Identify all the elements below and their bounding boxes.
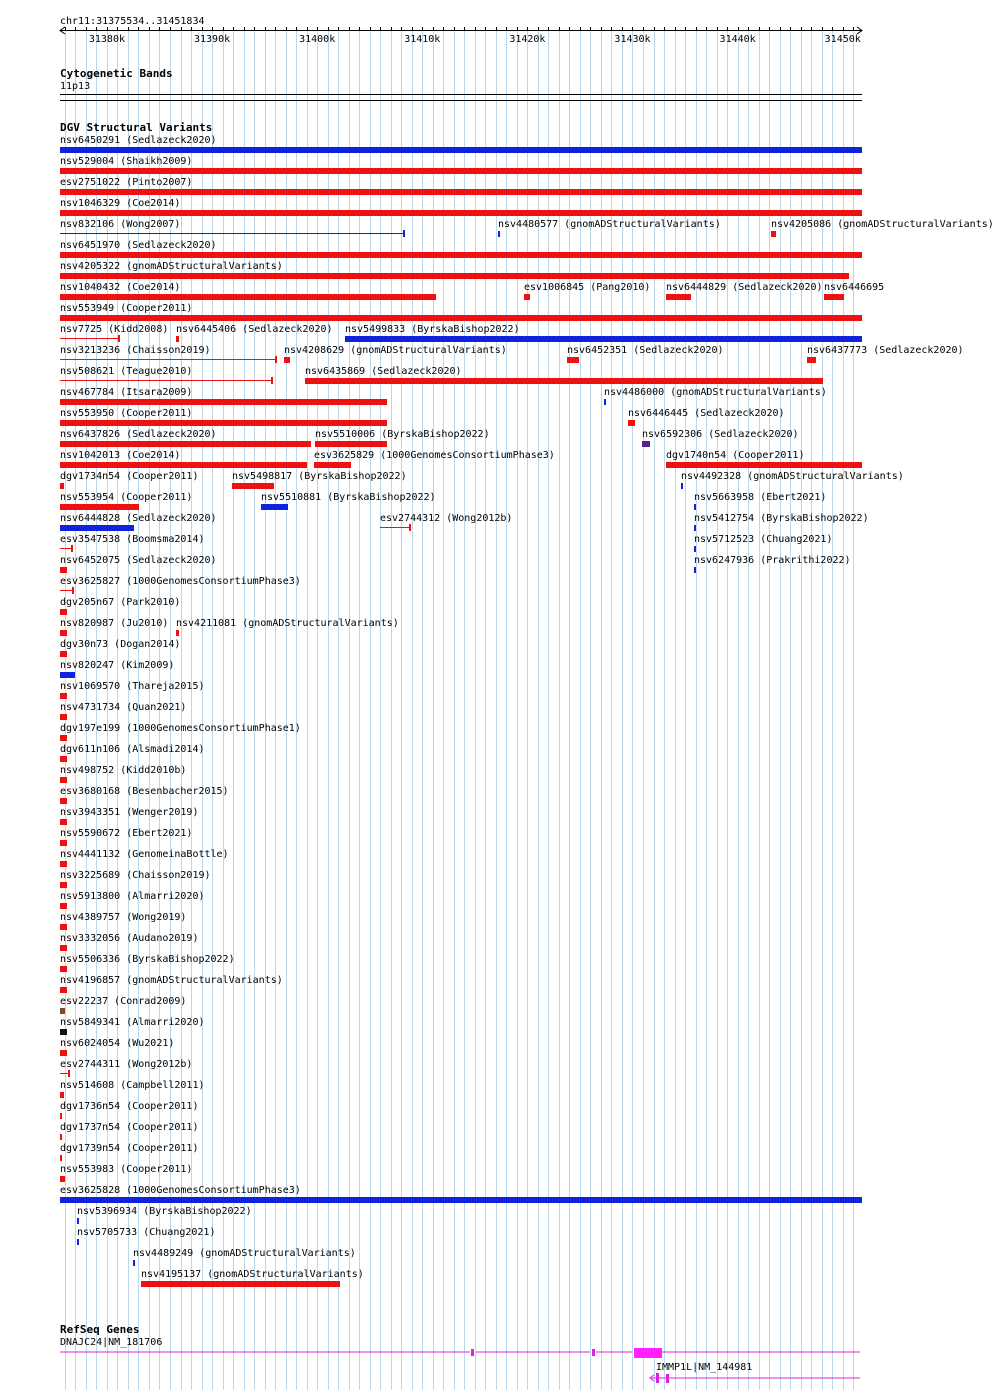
dgv-variant-feature[interactable] <box>345 336 862 342</box>
dgv-variant-label: nsv553983 (Cooper2011) <box>60 1164 193 1175</box>
dgv-variant-label: dgv1736n54 (Cooper2011) <box>60 1101 199 1112</box>
dgv-variant-label: nsv6451970 (Sedlazeck2020) <box>60 240 217 251</box>
dgv-variant-label: nsv7725 (Kidd2008) <box>60 324 169 335</box>
dgv-variant-label: nsv1046329 (Coe2014) <box>60 198 181 209</box>
ruler-tick-label: 31430k <box>614 34 651 45</box>
dgv-variant-label: dgv197e199 (1000GenomesConsortiumPhase1) <box>60 723 301 734</box>
dgv-variant-feature[interactable] <box>60 693 67 699</box>
dgv-variant-feature[interactable] <box>604 399 606 405</box>
gene-dnajc24[interactable] <box>60 1348 860 1358</box>
dgv-variant-feature[interactable] <box>60 609 67 615</box>
dgv-variant-label: nsv5510881 (ByrskaBishop2022) <box>261 492 436 503</box>
dgv-variant-feature[interactable] <box>666 294 691 300</box>
dgv-variant-label: nsv4731734 (Quan2021) <box>60 702 187 713</box>
dgv-variant-feature[interactable] <box>60 273 849 279</box>
dgv-variant-feature[interactable] <box>60 189 862 195</box>
dgv-variant-feature[interactable] <box>60 882 67 888</box>
dgv-variant-feature[interactable] <box>694 504 696 510</box>
dgv-variant-label: nsv4492328 (gnomADStructuralVariants) <box>681 471 904 482</box>
dgv-variant-label: dgv1737n54 (Cooper2011) <box>60 1122 199 1133</box>
dgv-variant-feature[interactable] <box>60 924 67 930</box>
ruler-tick-label: 31390k <box>193 34 231 45</box>
dgv-variant-label: nsv4489249 (gnomADStructuralVariants) <box>133 1248 356 1259</box>
dgv-variant-feature[interactable] <box>60 1008 65 1014</box>
ruler-tick-label: 31380k <box>88 34 125 45</box>
dgv-variant-label: nsv6435869 (Sedlazeck2020) <box>305 366 462 377</box>
dgv-variant-label: nsv5412754 (ByrskaBishop2022) <box>694 513 869 524</box>
dgv-variant-label: nsv1040432 (Coe2014) <box>60 282 181 293</box>
dgv-variant-label: nsv4486000 (gnomADStructuralVariants) <box>604 387 827 398</box>
dgv-variant-feature[interactable] <box>60 1073 69 1074</box>
ruler-tick-label: 31420k <box>509 34 546 45</box>
dgv-variant-feature[interactable] <box>60 567 67 573</box>
dgv-variant-label: nsv498752 (Kidd2010b) <box>60 765 187 776</box>
dgv-variant-feature[interactable] <box>60 714 67 720</box>
dgv-variant-feature[interactable] <box>133 1260 135 1266</box>
dgv-variant-feature[interactable] <box>60 315 862 321</box>
dgv-variant-feature[interactable] <box>60 1050 67 1056</box>
dgv-variant-feature[interactable] <box>807 357 816 363</box>
dgv-variant-feature[interactable] <box>60 483 64 489</box>
dgv-variant-label: esv3625828 (1000GenomesConsortiumPhase3) <box>60 1185 301 1196</box>
dgv-variant-feature[interactable] <box>60 233 404 234</box>
dgv-variant-feature[interactable] <box>60 630 67 636</box>
dgv-variant-label: esv22237 (Conrad2009) <box>60 996 187 1007</box>
dgv-variant-label: nsv5590672 (Ebert2021) <box>60 828 193 839</box>
dgv-variant-feature[interactable] <box>60 1134 62 1140</box>
dgv-variant-label: nsv820987 (Ju2010) <box>60 618 169 629</box>
dgv-variant-label: dgv611n106 (Alsmadi2014) <box>60 744 205 755</box>
dgv-variant-feature[interactable] <box>628 420 635 426</box>
dgv-variant-feature[interactable] <box>694 546 696 552</box>
dgv-variant-feature[interactable] <box>498 231 500 237</box>
dgv-variant-label: nsv6592306 (Sedlazeck2020) <box>642 429 799 440</box>
dgv-variant-feature[interactable] <box>176 630 179 636</box>
dgv-variant-label: nsv553949 (Cooper2011) <box>60 303 193 314</box>
dgv-variant-label: nsv4441132 (GenomeinaBottle) <box>60 849 229 860</box>
dgv-variant-feature[interactable] <box>824 294 844 300</box>
dgv-variant-label: nsv4480577 (gnomADStructuralVariants) <box>498 219 721 230</box>
dgv-variant-feature[interactable] <box>284 357 290 363</box>
dgv-variant-feature[interactable] <box>60 945 67 951</box>
cytoband-track-title: Cytogenetic Bands <box>60 67 173 80</box>
dgv-variant-feature[interactable] <box>315 441 387 447</box>
dgv-variant-feature[interactable] <box>314 462 351 468</box>
dgv-variant-label: esv3547538 (Boomsma2014) <box>60 534 205 545</box>
dgv-variant-label: nsv5913800 (Almarri2020) <box>60 891 205 902</box>
dgv-variant-feature[interactable] <box>261 504 288 510</box>
dgv-variant-feature[interactable] <box>60 548 72 549</box>
dgv-variant-label: esv2744312 (Wong2012b) <box>380 513 513 524</box>
dgv-variant-label: nsv5396934 (ByrskaBishop2022) <box>77 1206 252 1217</box>
dgv-variant-feature[interactable] <box>176 336 179 342</box>
dgv-variant-label: nsv4211081 (gnomADStructuralVariants) <box>176 618 399 629</box>
dgv-variant-feature[interactable] <box>642 441 650 447</box>
dgv-variant-feature[interactable] <box>60 1197 862 1203</box>
dgv-variant-label: nsv1042013 (Coe2014) <box>60 450 181 461</box>
dgv-variant-feature[interactable] <box>60 1029 67 1035</box>
dgv-variant-feature[interactable] <box>60 672 75 678</box>
dgv-variant-label: nsv6437826 (Sedlazeck2020) <box>60 429 217 440</box>
dgv-variant-feature[interactable] <box>60 590 73 591</box>
dgv-variant-label: dgv30n73 (Dogan2014) <box>60 639 181 650</box>
dgv-variant-feature[interactable] <box>666 462 862 468</box>
dgv-variant-label: nsv5663958 (Ebert2021) <box>694 492 827 503</box>
dgv-variant-feature[interactable] <box>232 483 274 489</box>
dgv-variant-feature[interactable] <box>60 1176 65 1182</box>
dgv-variant-feature[interactable] <box>681 483 683 489</box>
dgv-variant-feature[interactable] <box>60 1113 62 1119</box>
dgv-variant-label: nsv3332056 (Audano2019) <box>60 933 199 944</box>
dgv-variant-feature[interactable] <box>60 819 67 825</box>
dgv-variant-feature[interactable] <box>380 527 410 528</box>
dgv-variant-feature[interactable] <box>60 359 276 360</box>
dgv-variant-feature[interactable] <box>60 420 387 426</box>
dgv-variant-feature[interactable] <box>60 777 67 783</box>
dgv-variant-feature[interactable] <box>60 651 67 657</box>
dgv-variant-label: nsv6452351 (Sedlazeck2020) <box>567 345 724 356</box>
cytoband-label: 11p13 <box>60 81 91 92</box>
dgv-variant-label: nsv5849341 (Almarri2020) <box>60 1017 205 1028</box>
dgv-variant-label: nsv6446445 (Sedlazeck2020) <box>628 408 785 419</box>
dgv-variant-feature[interactable] <box>60 798 67 804</box>
dgv-variant-label: nsv6452075 (Sedlazeck2020) <box>60 555 217 566</box>
dgv-variant-label: esv2744311 (Wong2012b) <box>60 1059 193 1070</box>
dgv-variant-feature[interactable] <box>60 441 311 447</box>
dgv-variant-feature[interactable] <box>77 1239 79 1245</box>
dgv-variant-feature[interactable] <box>694 525 696 531</box>
dgv-variant-label: nsv6450291 (Sedlazeck2020) <box>60 135 217 146</box>
gene-label-dnajc24: DNAJC24|NM_181706 <box>60 1337 163 1348</box>
dgv-variant-label: nsv5498817 (ByrskaBishop2022) <box>232 471 407 482</box>
dgv-variant-label: nsv5712523 (Chuang2021) <box>694 534 833 545</box>
dgv-variant-label: esv1006845 (Pang2010) <box>524 282 651 293</box>
dgv-variant-feature[interactable] <box>60 252 862 258</box>
dgv-variant-label: nsv820247 (Kim2009) <box>60 660 175 671</box>
dgv-variant-label: nsv3225689 (Chaisson2019) <box>60 870 211 881</box>
dgv-variant-label: esv2751022 (Pinto2007) <box>60 177 193 188</box>
ruler-tick-label: 31410k <box>404 34 441 45</box>
dgv-variant-feature[interactable] <box>60 966 67 972</box>
dgv-variant-label: nsv4205086 (gnomADStructuralVariants) <box>771 219 994 230</box>
dgv-variant-label: nsv1069570 (Thareja2015) <box>60 681 205 692</box>
dgv-track-title: DGV Structural Variants <box>60 121 213 134</box>
dgv-variant-feature[interactable] <box>60 504 139 510</box>
dgv-variant-label: nsv832106 (Wong2007) <box>60 219 181 230</box>
ruler-tick-label: 31450k <box>824 34 861 45</box>
dgv-variant-label: nsv6444829 (Sedlazeck2020) <box>666 282 823 293</box>
dgv-variant-feature[interactable] <box>524 294 530 300</box>
dgv-variant-feature[interactable] <box>60 525 134 531</box>
dgv-variant-label: nsv4196857 (gnomADStructuralVariants) <box>60 975 283 986</box>
dgv-variant-label: nsv4205322 (gnomADStructuralVariants) <box>60 261 283 272</box>
dgv-variant-feature[interactable] <box>60 168 862 174</box>
dgv-variant-label: nsv5510006 (ByrskaBishop2022) <box>315 429 490 440</box>
ruler-tick-label: 31440k <box>719 34 756 45</box>
ruler-tick-label: 31400k <box>299 34 336 45</box>
dgv-variant-label: nsv5506336 (ByrskaBishop2022) <box>60 954 235 965</box>
dgv-variant-label: nsv6446695 <box>824 282 885 293</box>
dgv-variant-label: nsv6437773 (Sedlazeck2020) <box>807 345 964 356</box>
dgv-variant-label: nsv514608 (Campbell2011) <box>60 1080 205 1091</box>
dgv-variant-label: nsv553954 (Cooper2011) <box>60 492 193 503</box>
dgv-variant-label: dgv1740n54 (Cooper2011) <box>666 450 805 461</box>
dgv-variant-feature[interactable] <box>60 861 67 867</box>
dgv-variant-feature[interactable] <box>60 1092 64 1098</box>
dgv-variant-label: nsv6445406 (Sedlazeck2020) <box>176 324 333 335</box>
dgv-variant-label: esv3680168 (Besenbacher2015) <box>60 786 229 797</box>
dgv-variant-label: nsv508621 (Teague2010) <box>60 366 193 377</box>
dgv-variant-feature[interactable] <box>60 987 67 993</box>
dgv-variant-label: dgv1739n54 (Cooper2011) <box>60 1143 199 1154</box>
dgv-variant-label: dgv205n67 (Park2010) <box>60 597 181 608</box>
dgv-variant-feature[interactable] <box>77 1218 79 1224</box>
dgv-variant-label: nsv5705733 (Chuang2021) <box>77 1227 216 1238</box>
gene-immp1l[interactable] <box>650 1373 860 1383</box>
dgv-variant-label: nsv4389757 (Wong2019) <box>60 912 187 923</box>
dgv-variant-label: dgv1734n54 (Cooper2011) <box>60 471 199 482</box>
dgv-variant-label: esv3625829 (1000GenomesConsortiumPhase3) <box>314 450 555 461</box>
dgv-variant-label: nsv4195137 (gnomADStructuralVariants) <box>141 1269 364 1280</box>
dgv-variant-feature[interactable] <box>60 840 67 846</box>
refseq-track-title: RefSeq Genes <box>60 1323 140 1336</box>
dgv-variant-feature[interactable] <box>141 1281 340 1287</box>
dgv-variant-feature[interactable] <box>305 378 823 384</box>
dgv-variant-feature[interactable] <box>60 338 119 339</box>
refseq-gene-models[interactable] <box>0 1340 890 1390</box>
dgv-variant-feature[interactable] <box>771 231 776 237</box>
dgv-variant-label: esv3625827 (1000GenomesConsortiumPhase3) <box>60 576 301 587</box>
dgv-variant-feature[interactable] <box>60 735 67 741</box>
dgv-variant-feature[interactable] <box>60 756 67 762</box>
dgv-variant-feature[interactable] <box>60 210 862 216</box>
gene-label-immp1l: IMMP1L|NM_144981 <box>656 1362 753 1373</box>
dgv-variant-feature[interactable] <box>60 294 436 300</box>
dgv-variant-label: nsv4208629 (gnomADStructuralVariants) <box>284 345 507 356</box>
dgv-variant-label: nsv6024054 (Wu2021) <box>60 1038 175 1049</box>
dgv-variant-feature[interactable] <box>694 567 696 573</box>
dgv-variant-label: nsv553950 (Cooper2011) <box>60 408 193 419</box>
dgv-variant-feature[interactable] <box>60 1155 62 1161</box>
dgv-variant-label: nsv6444828 (Sedlazeck2020) <box>60 513 217 524</box>
dgv-variant-label: nsv467784 (Itsara2009) <box>60 387 193 398</box>
dgv-variant-feature[interactable] <box>60 399 387 405</box>
dgv-variant-label: nsv3943351 (Wenger2019) <box>60 807 199 818</box>
dgv-variant-label: nsv6247936 (Prakrithi2022) <box>694 555 851 566</box>
dgv-variant-label: nsv5499833 (ByrskaBishop2022) <box>345 324 520 335</box>
locus-label: chr11:31375534..31451834 <box>60 16 205 27</box>
dgv-variant-label: nsv3213236 (Chaisson2019) <box>60 345 211 356</box>
dgv-variant-feature[interactable] <box>60 903 67 909</box>
dgv-variant-feature[interactable] <box>60 462 307 468</box>
dgv-variant-feature[interactable] <box>60 147 862 153</box>
dgv-variant-feature[interactable] <box>567 357 579 363</box>
dgv-variant-label: nsv529004 (Shaikh2009) <box>60 156 193 167</box>
dgv-variant-feature[interactable] <box>60 380 272 381</box>
